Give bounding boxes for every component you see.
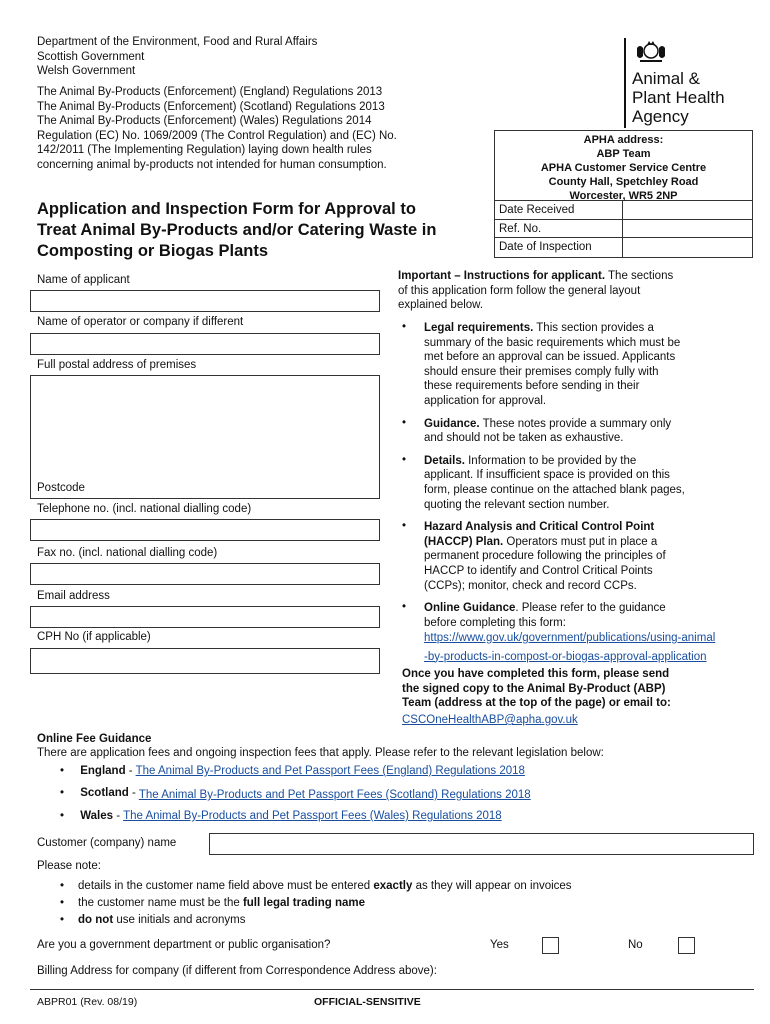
no-checkbox[interactable]: [678, 937, 695, 954]
operator-name-input[interactable]: [30, 333, 380, 355]
title-line: Application and Inspection Form for Approval to: [37, 200, 416, 218]
instructions-intro: [398, 269, 673, 313]
bullet-icon: •: [60, 765, 65, 777]
government-question: Are you a government department or public organisation?: [37, 939, 331, 951]
form-title: [37, 199, 436, 262]
bullet-icon: •: [402, 321, 407, 333]
date-of-inspection-row: [495, 238, 752, 257]
cph-label: CPH No (if applicable): [37, 631, 151, 643]
guidance-link-line-1[interactable]: https://www.gov.uk/government/publications/using-animal: [424, 632, 716, 644]
date-received-field[interactable]: [623, 201, 752, 219]
ref-no-row: [495, 220, 752, 239]
cph-input[interactable]: [30, 648, 380, 674]
postcode-label: Postcode: [37, 482, 85, 494]
regulation-line: concerning animal by-products not intended for human consumption.: [37, 158, 387, 171]
instruction-item-legal: [398, 321, 685, 409]
intro-line: explained below.: [398, 299, 484, 311]
date-received-row: [495, 201, 752, 220]
instruction-item-details: [398, 454, 685, 512]
instruction-item-guidance: [398, 417, 685, 446]
no-label: No: [628, 939, 643, 951]
title-line: Composting or Biogas Plants: [37, 242, 269, 260]
bullet-icon: •: [402, 520, 407, 533]
footer-divider: [30, 989, 754, 990]
item-text: Information to be provided by the: [464, 454, 637, 467]
send-instructions: [402, 667, 671, 711]
fee-country: England: [80, 765, 126, 777]
yes-label: Yes: [490, 939, 509, 951]
telephone-label: Telephone no. (incl. national dialling code): [37, 503, 252, 515]
fee-sep: -: [128, 787, 139, 799]
departments-block: [37, 35, 317, 79]
operator-name-label: Name of operator or company if different: [37, 316, 244, 328]
bullet-icon: •: [60, 810, 65, 822]
fee-link-scotland[interactable]: The Animal By-Products and Pet Passport Fees (Scotland) Regulations 2018: [138, 789, 531, 801]
department-line: Scottish Government: [37, 50, 145, 63]
fee-sep: -: [113, 810, 124, 822]
guidance-link[interactable]: [424, 631, 715, 664]
send-line: Once you have completed this form, please send: [402, 668, 670, 680]
fee-guidance-heading: Online Fee Guidance: [37, 733, 152, 745]
fax-label: Fax no. (incl. national dialling code): [37, 547, 218, 559]
note-item: [60, 878, 572, 895]
address-line: APHA Customer Service Centre: [540, 162, 707, 174]
regulation-line: The Animal By-Products (Enforcement) (Scotland) Regulations 2013: [37, 100, 385, 113]
form-code: ABPR01 (Rev. 08/19): [37, 996, 138, 1008]
item-bold: (HACCP) Plan.: [424, 535, 504, 548]
note-bold: do not: [78, 914, 114, 926]
email-label: Email address: [37, 590, 110, 602]
note-text: use initials and acronyms: [113, 914, 246, 926]
apha-address: [495, 131, 752, 201]
email-input[interactable]: [30, 606, 380, 628]
send-line: Team (address at the top of the page) or email to:: [402, 697, 671, 709]
customer-name-label: Customer (company) name: [37, 837, 177, 849]
item-bold: Online Guidance: [424, 602, 516, 615]
fee-country: Scotland: [80, 787, 129, 799]
postal-address-input[interactable]: [30, 375, 380, 499]
item-text: Operators must put in place a: [503, 535, 658, 548]
note-text: as they will appear on invoices: [412, 880, 572, 892]
item-text: These notes provide a summary only: [479, 417, 672, 430]
item-line: form, please continue on the attached blank pages,: [424, 483, 685, 496]
logo-line: Plant Health: [632, 88, 725, 107]
address-line: Worcester, WR5 2NP: [569, 190, 678, 202]
postal-address-label: Full postal address of premises: [37, 359, 197, 371]
billing-address-label: Billing Address for company (if different from Correspondence Address above):: [37, 965, 437, 977]
bullet-icon: •: [402, 453, 407, 466]
item-line: before completing this form:: [424, 616, 566, 629]
fee-item-wales: [60, 810, 502, 822]
item-bold: Guidance.: [424, 417, 480, 430]
date-of-inspection-label: Date of Inspection: [495, 238, 623, 257]
item-line: application for approval.: [424, 394, 547, 407]
royal-crest-icon: [634, 38, 668, 64]
ref-no-field[interactable]: [623, 220, 752, 238]
bullet-icon: •: [402, 416, 407, 429]
yes-checkbox[interactable]: [542, 937, 559, 954]
regulation-line: 142/2011 (The Implementing Regulation) laying down health rules: [37, 144, 372, 156]
bullet-icon: •: [60, 880, 65, 892]
fee-sep: -: [125, 765, 136, 777]
item-bold: Legal requirements.: [424, 322, 534, 334]
address-line: APHA address:: [583, 134, 664, 146]
intro-bold: Important – Instructions for applicant.: [398, 270, 606, 282]
bullet-icon: •: [60, 787, 65, 799]
logo-line: Agency: [632, 107, 689, 126]
fee-link-wales[interactable]: The Animal By-Products and Pet Passport Fees (Wales) Regulations 2018: [123, 810, 502, 822]
address-line: County Hall, Spetchley Road: [548, 176, 699, 188]
customer-name-input[interactable]: [209, 833, 754, 855]
title-line: Treat Animal By-Products and/or Catering Waste in: [37, 221, 437, 239]
regulation-line: Regulation (EC) No. 1069/2009 (The Control Regulation) and (EC) No.: [37, 129, 397, 142]
address-line: ABP Team: [596, 148, 651, 160]
item-line: summary of the basic requirements which must be: [424, 336, 681, 349]
fax-input[interactable]: [30, 563, 380, 585]
note-text: details in the customer name field above must be entered: [78, 880, 374, 892]
bullet-icon: •: [60, 914, 65, 926]
guidance-link-line-2[interactable]: -by-products-in-compost-or-biogas-approval-application: [424, 650, 707, 663]
regulation-line: The Animal By-Products (Enforcement) (Wales) Regulations 2014: [37, 115, 372, 127]
regulations-block: [37, 85, 397, 172]
fee-item-england: [60, 765, 525, 777]
item-line: these requirements before sending in their: [424, 380, 640, 393]
fee-guidance-intro: There are application fees and ongoing inspection fees that apply. Please refer to the relevant legislation below:: [37, 747, 604, 759]
apha-office-box: [494, 130, 753, 258]
note-text: the customer name must be the: [78, 897, 243, 909]
please-note-label: Please note:: [37, 860, 101, 872]
item-line: applicant. If insufficient space is provided on this: [424, 469, 670, 482]
item-line: quoting the relevant section number.: [424, 498, 610, 511]
item-line: (CCPs); monitor, check and record CCPs.: [424, 579, 637, 592]
bullet-icon: •: [402, 601, 407, 614]
intro-rest: The sections: [605, 270, 674, 282]
date-received-label: Date Received: [495, 201, 623, 219]
telephone-input[interactable]: [30, 519, 380, 541]
fee-item-scotland: [60, 787, 531, 799]
date-of-inspection-field[interactable]: [623, 238, 752, 257]
regulation-line: The Animal By-Products (Enforcement) (England) Regulations 2013: [37, 86, 383, 98]
instruction-item-haccp: [398, 520, 685, 593]
customer-note-list: [60, 878, 572, 929]
apha-email-link[interactable]: CSCOneHealthABP@apha.gov.uk: [402, 714, 578, 726]
intro-line: of this application form follow the general layout: [398, 284, 641, 297]
logo-line: Animal &: [632, 69, 701, 88]
apha-logo-text: [632, 69, 725, 126]
item-line: met before an approval can be issued. Applicants: [424, 351, 676, 364]
ref-no-label: Ref. No.: [495, 220, 623, 238]
fee-link-england[interactable]: The Animal By-Products and Pet Passport Fees (England) Regulations 2018: [135, 765, 525, 777]
logo-rule: [624, 38, 626, 128]
item-bold: Hazard Analysis and Critical Control Point: [424, 521, 655, 534]
applicant-name-input[interactable]: [30, 290, 380, 312]
instructions-list: [398, 321, 685, 638]
note-item: [60, 895, 572, 912]
item-line: HACCP to identify and Control Critical Points: [424, 564, 653, 577]
item-bold: Details.: [424, 454, 465, 467]
fee-country: Wales: [80, 810, 114, 822]
send-line: the signed copy to the Animal By-Product (ABP): [402, 682, 666, 695]
bullet-icon: •: [60, 897, 65, 909]
intro-line: [398, 269, 673, 284]
note-bold: exactly: [373, 880, 413, 892]
department-line: Department of the Environment, Food and Rural Affairs: [37, 36, 318, 48]
note-item: [60, 912, 572, 929]
department-line: Welsh Government: [37, 65, 136, 77]
item-text: This section provides a: [533, 322, 654, 334]
classification-label: OFFICIAL-SENSITIVE: [314, 996, 421, 1008]
item-line: permanent procedure following the principles of: [424, 550, 666, 563]
instruction-item-online-guidance: [398, 601, 685, 630]
item-text: . Please refer to the guidance: [515, 602, 666, 615]
note-bold: full legal trading name: [242, 897, 366, 909]
applicant-name-label: Name of applicant: [37, 274, 130, 286]
item-line: and should not be taken as exhaustive.: [424, 432, 624, 445]
item-line: should ensure their premises comply fully with: [424, 365, 659, 378]
